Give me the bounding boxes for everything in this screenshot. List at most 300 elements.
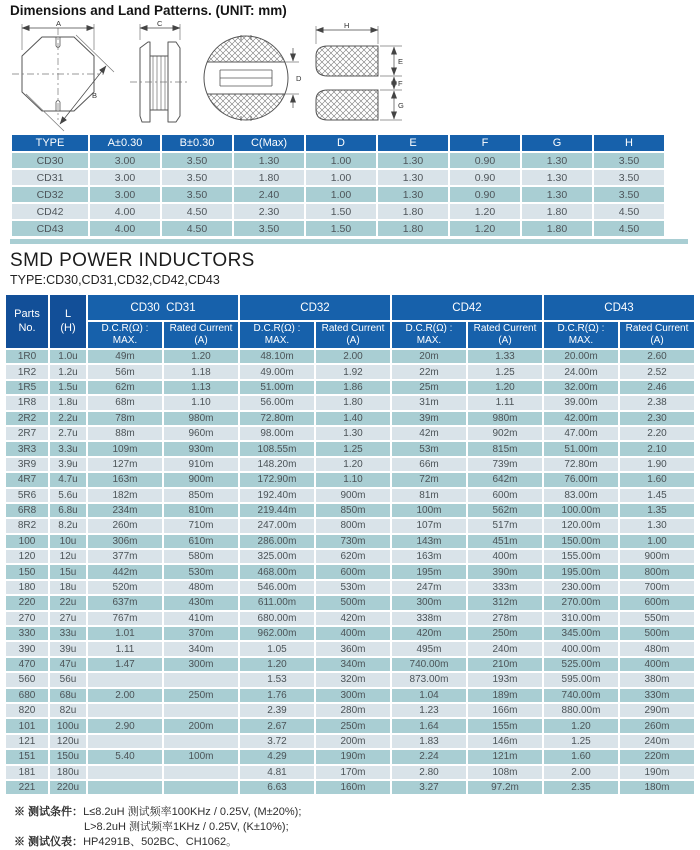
cell: 83.00m xyxy=(544,489,618,502)
group-header-cd32: CD32 xyxy=(240,295,390,320)
cell: 180u xyxy=(50,766,86,779)
cell xyxy=(88,766,162,779)
cell: 1.76 xyxy=(240,689,314,702)
cell: 166m xyxy=(468,704,542,717)
cell: 2.40 xyxy=(234,187,304,202)
table-row xyxy=(6,412,694,425)
column-header: B±0.30 xyxy=(162,135,232,151)
cell: 72.80m xyxy=(544,458,618,471)
cell xyxy=(164,673,238,686)
cell: 390 xyxy=(6,642,48,655)
cell: CD31 xyxy=(12,170,88,185)
cell: 1.60 xyxy=(544,750,618,763)
cell: 100.00m xyxy=(544,504,618,517)
table-row xyxy=(12,153,664,168)
cell: 100m xyxy=(164,750,238,763)
cell: 730m xyxy=(316,535,390,548)
cell: 270.00m xyxy=(544,596,618,609)
cell: 370m xyxy=(164,627,238,640)
cell: 27u xyxy=(50,612,86,625)
table-row xyxy=(6,396,694,409)
cell: 2.60 xyxy=(620,350,694,363)
cell: 100m xyxy=(392,504,466,517)
column-header: A±0.30 xyxy=(90,135,160,151)
cell: 2.67 xyxy=(240,719,314,732)
table-row xyxy=(6,704,694,717)
cell: 1R0 xyxy=(6,350,48,363)
cell: 1.00 xyxy=(306,187,376,202)
cell: 1.01 xyxy=(88,627,162,640)
cell: 980m xyxy=(468,412,542,425)
cell: 56.00m xyxy=(240,396,314,409)
dimensions-table-header xyxy=(12,135,664,151)
group-header-cd30-cd31: CD30 CD31 xyxy=(88,295,238,320)
cell: 121 xyxy=(6,735,48,748)
table-row xyxy=(6,565,694,578)
cell: 900m xyxy=(164,473,238,486)
cell: 155.00m xyxy=(544,550,618,563)
table-row xyxy=(6,642,694,655)
cell: 1.2u xyxy=(50,365,86,378)
cell: 2.20 xyxy=(620,427,694,440)
note-line: ※ 测试条件：L≤8.2uH 测试频率100KHz / 0.25V, (M±20%); xyxy=(14,806,302,818)
cell: 1.20 xyxy=(164,350,238,363)
cell: 4.81 xyxy=(240,766,314,779)
cell: 1.18 xyxy=(164,365,238,378)
cell: 620m xyxy=(316,550,390,563)
inductance-header: L (H) xyxy=(50,295,86,348)
cell: 525.00m xyxy=(544,658,618,671)
dim-label-f: F xyxy=(398,79,403,88)
test-condition-notes xyxy=(14,805,301,850)
cell: CD30 xyxy=(12,153,88,168)
cell: 880.00m xyxy=(544,704,618,717)
cell: 1.80 xyxy=(316,396,390,409)
table-bottom-strip xyxy=(10,239,688,244)
cell: 1.80 xyxy=(378,204,448,219)
cell: 240m xyxy=(620,735,694,748)
cell: 1.11 xyxy=(468,396,542,409)
cell: 710m xyxy=(164,519,238,532)
cell: CD32 xyxy=(12,187,88,202)
cell: 2.10 xyxy=(620,442,694,455)
cell: 42m xyxy=(392,427,466,440)
cell: 3.9u xyxy=(50,458,86,471)
cell: 530m xyxy=(316,581,390,594)
cell: 22u xyxy=(50,596,86,609)
cell: 150u xyxy=(50,750,86,763)
cell: 1.30 xyxy=(620,519,694,532)
cell: 2.00 xyxy=(88,689,162,702)
cell: 980m xyxy=(164,412,238,425)
cell xyxy=(88,673,162,686)
cell: 107m xyxy=(392,519,466,532)
cell: 82u xyxy=(50,704,86,717)
cell: 550m xyxy=(620,612,694,625)
cell: 1.47 xyxy=(88,658,162,671)
cell: 1.30 xyxy=(316,427,390,440)
cell: 290m xyxy=(620,704,694,717)
cell: 3.50 xyxy=(162,153,232,168)
cell: 610m xyxy=(164,535,238,548)
cell: 1.45 xyxy=(620,489,694,502)
cell: 170m xyxy=(316,766,390,779)
cell: 20m xyxy=(392,350,466,363)
cell: 51.00m xyxy=(544,442,618,455)
cell: 1.20 xyxy=(450,221,520,236)
cell: 3.50 xyxy=(234,221,304,236)
cell: 97.2m xyxy=(468,781,542,794)
cell: 3.3u xyxy=(50,442,86,455)
cell: 300m xyxy=(164,658,238,671)
table-row xyxy=(6,766,694,779)
cell: 15u xyxy=(50,565,86,578)
cell: 49m xyxy=(88,350,162,363)
cell: 2.38 xyxy=(620,396,694,409)
table-row xyxy=(6,350,694,363)
cell: 900m xyxy=(620,550,694,563)
cell: 0.90 xyxy=(450,153,520,168)
cell: 312m xyxy=(468,596,542,609)
cell: 219.44m xyxy=(240,504,314,517)
land-pattern-drawing xyxy=(298,20,410,132)
cell: 517m xyxy=(468,519,542,532)
cell: 200m xyxy=(316,735,390,748)
cell: 1.30 xyxy=(522,170,592,185)
cell: 10u xyxy=(50,535,86,548)
cell: 360m xyxy=(316,642,390,655)
cell: 530m xyxy=(164,565,238,578)
cell: 286.00m xyxy=(240,535,314,548)
cell: CD42 xyxy=(12,204,88,219)
cell: 1.25 xyxy=(468,365,542,378)
table-row xyxy=(6,550,694,563)
dcr-header: D.C.R(Ω) : MAX. xyxy=(544,322,618,348)
cell: 1.5u xyxy=(50,381,86,394)
cell: 1.80 xyxy=(234,170,304,185)
cell: 1.90 xyxy=(620,458,694,471)
cell: 1.35 xyxy=(620,504,694,517)
table-row xyxy=(6,535,694,548)
cell: 78m xyxy=(88,412,162,425)
column-header: E xyxy=(378,135,448,151)
cell: 480m xyxy=(620,642,694,655)
cell: 1.50 xyxy=(306,204,376,219)
cell: 400m xyxy=(620,658,694,671)
cell: 72.80m xyxy=(240,412,314,425)
cell: 278m xyxy=(468,612,542,625)
cell: 1.20 xyxy=(544,719,618,732)
table-row xyxy=(12,170,664,185)
cell: 120.00m xyxy=(544,519,618,532)
cell: 4.50 xyxy=(162,204,232,219)
table-row xyxy=(6,658,694,671)
rated-current-header: Rated Current (A) xyxy=(164,322,238,348)
cell xyxy=(88,735,162,748)
core-front-view-drawing xyxy=(2,20,120,132)
cell: 377m xyxy=(88,550,162,563)
dimension-drawings xyxy=(0,20,700,132)
cell: 600m xyxy=(316,565,390,578)
cell: 2.00 xyxy=(544,766,618,779)
table-row xyxy=(6,489,694,502)
rated-current-header: Rated Current (A) xyxy=(468,322,542,348)
cell: 2.30 xyxy=(234,204,304,219)
cell: 32.00m xyxy=(544,381,618,394)
cell: 330m xyxy=(620,689,694,702)
cell: 230.00m xyxy=(544,581,618,594)
table-row xyxy=(6,427,694,440)
cell: 220m xyxy=(620,750,694,763)
cell: 221 xyxy=(6,781,48,794)
cell: 680.00m xyxy=(240,612,314,625)
cell: 22m xyxy=(392,365,466,378)
cell: 108.55m xyxy=(240,442,314,455)
cell: 0.90 xyxy=(450,187,520,202)
cell: 1.53 xyxy=(240,673,314,686)
cell: 195m xyxy=(392,565,466,578)
cell: 3.50 xyxy=(594,187,664,202)
cell: 1.60 xyxy=(620,473,694,486)
cell: CD43 xyxy=(12,221,88,236)
cell: 1R5 xyxy=(6,381,48,394)
page-title: Dimensions and Land Patterns. (UNIT: mm) xyxy=(10,3,287,18)
cell: 1.00 xyxy=(620,535,694,548)
cell: 1.00 xyxy=(306,170,376,185)
table-row xyxy=(6,750,694,763)
cell: 182m xyxy=(88,489,162,502)
cell: 1.92 xyxy=(316,365,390,378)
cell: 1.8u xyxy=(50,396,86,409)
cell: 181 xyxy=(6,766,48,779)
cell: 850m xyxy=(164,489,238,502)
cell: 637m xyxy=(88,596,162,609)
cell: 1.83 xyxy=(392,735,466,748)
column-header: F xyxy=(450,135,520,151)
cell: 190m xyxy=(620,766,694,779)
cell: 247.00m xyxy=(240,519,314,532)
cell: 2.7u xyxy=(50,427,86,440)
table-row xyxy=(6,381,694,394)
cell: 3.72 xyxy=(240,735,314,748)
cell: 3.50 xyxy=(162,187,232,202)
cell: 195.00m xyxy=(544,565,618,578)
cell: 330 xyxy=(6,627,48,640)
cell: 72m xyxy=(392,473,466,486)
cell: 962.00m xyxy=(240,627,314,640)
cell: 56u xyxy=(50,673,86,686)
dcr-header: D.C.R(Ω) : MAX. xyxy=(392,322,466,348)
cell: 1.04 xyxy=(392,689,466,702)
cell: 451m xyxy=(468,535,542,548)
cell: 1.11 xyxy=(88,642,162,655)
cell: 150 xyxy=(6,565,48,578)
cell: 930m xyxy=(164,442,238,455)
cell: 400.00m xyxy=(544,642,618,655)
cell: 600m xyxy=(620,596,694,609)
cell: 3.00 xyxy=(90,153,160,168)
cell: 2.30 xyxy=(620,412,694,425)
cell: 31m xyxy=(392,396,466,409)
rated-current-header: Rated Current (A) xyxy=(620,322,694,348)
table-row xyxy=(6,673,694,686)
cell: 234m xyxy=(88,504,162,517)
cell: 190m xyxy=(316,750,390,763)
cell: 3R9 xyxy=(6,458,48,471)
cell: 642m xyxy=(468,473,542,486)
cell: 143m xyxy=(392,535,466,548)
cell: 109m xyxy=(88,442,162,455)
table-row xyxy=(6,735,694,748)
cell xyxy=(88,704,162,717)
cell: 4.7u xyxy=(50,473,86,486)
rated-current-header: Rated Current (A) xyxy=(316,322,390,348)
cell: 53m xyxy=(392,442,466,455)
cell: 3.27 xyxy=(392,781,466,794)
cell: 247m xyxy=(392,581,466,594)
cell: 1.30 xyxy=(522,153,592,168)
cell: 1.00 xyxy=(306,153,376,168)
cell: 1R8 xyxy=(6,396,48,409)
table-row xyxy=(6,458,694,471)
cell: 1.25 xyxy=(316,442,390,455)
cell: 56m xyxy=(88,365,162,378)
dim-label-b: B xyxy=(92,91,98,100)
table-row xyxy=(6,519,694,532)
cell xyxy=(88,781,162,794)
cell: 68u xyxy=(50,689,86,702)
cell: 193m xyxy=(468,673,542,686)
cell: 902m xyxy=(468,427,542,440)
cell: 1.64 xyxy=(392,719,466,732)
cell: 66m xyxy=(392,458,466,471)
parts-no-header: Parts No. xyxy=(6,295,48,348)
cell: 180 xyxy=(6,581,48,594)
cell: 546.00m xyxy=(240,581,314,594)
cell: 8R2 xyxy=(6,519,48,532)
inductor-spec-table xyxy=(4,293,696,796)
cell: 39u xyxy=(50,642,86,655)
table-row xyxy=(6,581,694,594)
cell: 767m xyxy=(88,612,162,625)
cell: 380m xyxy=(620,673,694,686)
table-row xyxy=(6,612,694,625)
cell: 98.00m xyxy=(240,427,314,440)
cell: 270 xyxy=(6,612,48,625)
cell: 420m xyxy=(392,627,466,640)
cell: 120u xyxy=(50,735,86,748)
cell: 1.10 xyxy=(164,396,238,409)
cell: 163m xyxy=(392,550,466,563)
cell: 1.30 xyxy=(234,153,304,168)
cell: 2R2 xyxy=(6,412,48,425)
table-row xyxy=(6,365,694,378)
cell: 250m xyxy=(468,627,542,640)
cell: 739m xyxy=(468,458,542,471)
dim-label-a: A xyxy=(56,20,62,28)
dcr-header: D.C.R(Ω) : MAX. xyxy=(88,322,162,348)
cell: 88m xyxy=(88,427,162,440)
cell: 4.29 xyxy=(240,750,314,763)
table-row xyxy=(12,221,664,236)
cell: 468.00m xyxy=(240,565,314,578)
cell: 3.50 xyxy=(594,153,664,168)
cell: 810m xyxy=(164,504,238,517)
cell: 1.05 xyxy=(240,642,314,655)
table-row xyxy=(6,473,694,486)
cell: 148.20m xyxy=(240,458,314,471)
dim-label-g: G xyxy=(398,101,404,110)
cell: 1.0u xyxy=(50,350,86,363)
cell xyxy=(164,766,238,779)
cell: 560 xyxy=(6,673,48,686)
cell: 1.50 xyxy=(306,221,376,236)
dim-label-c: C xyxy=(157,20,163,28)
cell: 4.00 xyxy=(90,221,160,236)
column-header: C(Max) xyxy=(234,135,304,151)
cell: 18u xyxy=(50,581,86,594)
note-line: L>8.2uH 测试频率1KHz / 0.25V, (K±10%); xyxy=(84,820,289,833)
cell: 430m xyxy=(164,596,238,609)
cell: 345.00m xyxy=(544,627,618,640)
cell: 960m xyxy=(164,427,238,440)
cell: 1.30 xyxy=(378,187,448,202)
cell: 900m xyxy=(316,489,390,502)
cell xyxy=(164,735,238,748)
dcr-header: D.C.R(Ω) : MAX. xyxy=(240,322,314,348)
cell: 820 xyxy=(6,704,48,717)
cell: 47.00m xyxy=(544,427,618,440)
cell: 1.80 xyxy=(378,221,448,236)
cell: 325.00m xyxy=(240,550,314,563)
cell: 68m xyxy=(88,396,162,409)
cell: 33u xyxy=(50,627,86,640)
cell: 2.46 xyxy=(620,381,694,394)
cell: 220 xyxy=(6,596,48,609)
table-row xyxy=(6,781,694,794)
table-row xyxy=(6,689,694,702)
cell: 2.52 xyxy=(620,365,694,378)
cell: 310.00m xyxy=(544,612,618,625)
cell: 20.00m xyxy=(544,350,618,363)
cell: 1R2 xyxy=(6,365,48,378)
cell: 250m xyxy=(316,719,390,732)
cell xyxy=(164,704,238,717)
cell: 189m xyxy=(468,689,542,702)
cell: 51.00m xyxy=(240,381,314,394)
table-row xyxy=(6,596,694,609)
table-row xyxy=(6,719,694,732)
cell: 6.8u xyxy=(50,504,86,517)
cell: 815m xyxy=(468,442,542,455)
cell: 1.20 xyxy=(316,458,390,471)
cell: 1.20 xyxy=(240,658,314,671)
cell: 62m xyxy=(88,381,162,394)
cell: 1.20 xyxy=(468,381,542,394)
cell: 260m xyxy=(88,519,162,532)
core-side-view-drawing xyxy=(124,20,196,132)
cell: 2.24 xyxy=(392,750,466,763)
cell: 180m xyxy=(620,781,694,794)
note-line: ※ 测试仪表：HP4291B、502BC、CH1062。 xyxy=(14,835,238,848)
group-header-cd43: CD43 xyxy=(544,295,694,320)
cell: 146m xyxy=(468,735,542,748)
table-row xyxy=(6,504,694,517)
cell: 3.00 xyxy=(90,170,160,185)
cell: 1.30 xyxy=(378,153,448,168)
cell: 108m xyxy=(468,766,542,779)
cell: 151 xyxy=(6,750,48,763)
